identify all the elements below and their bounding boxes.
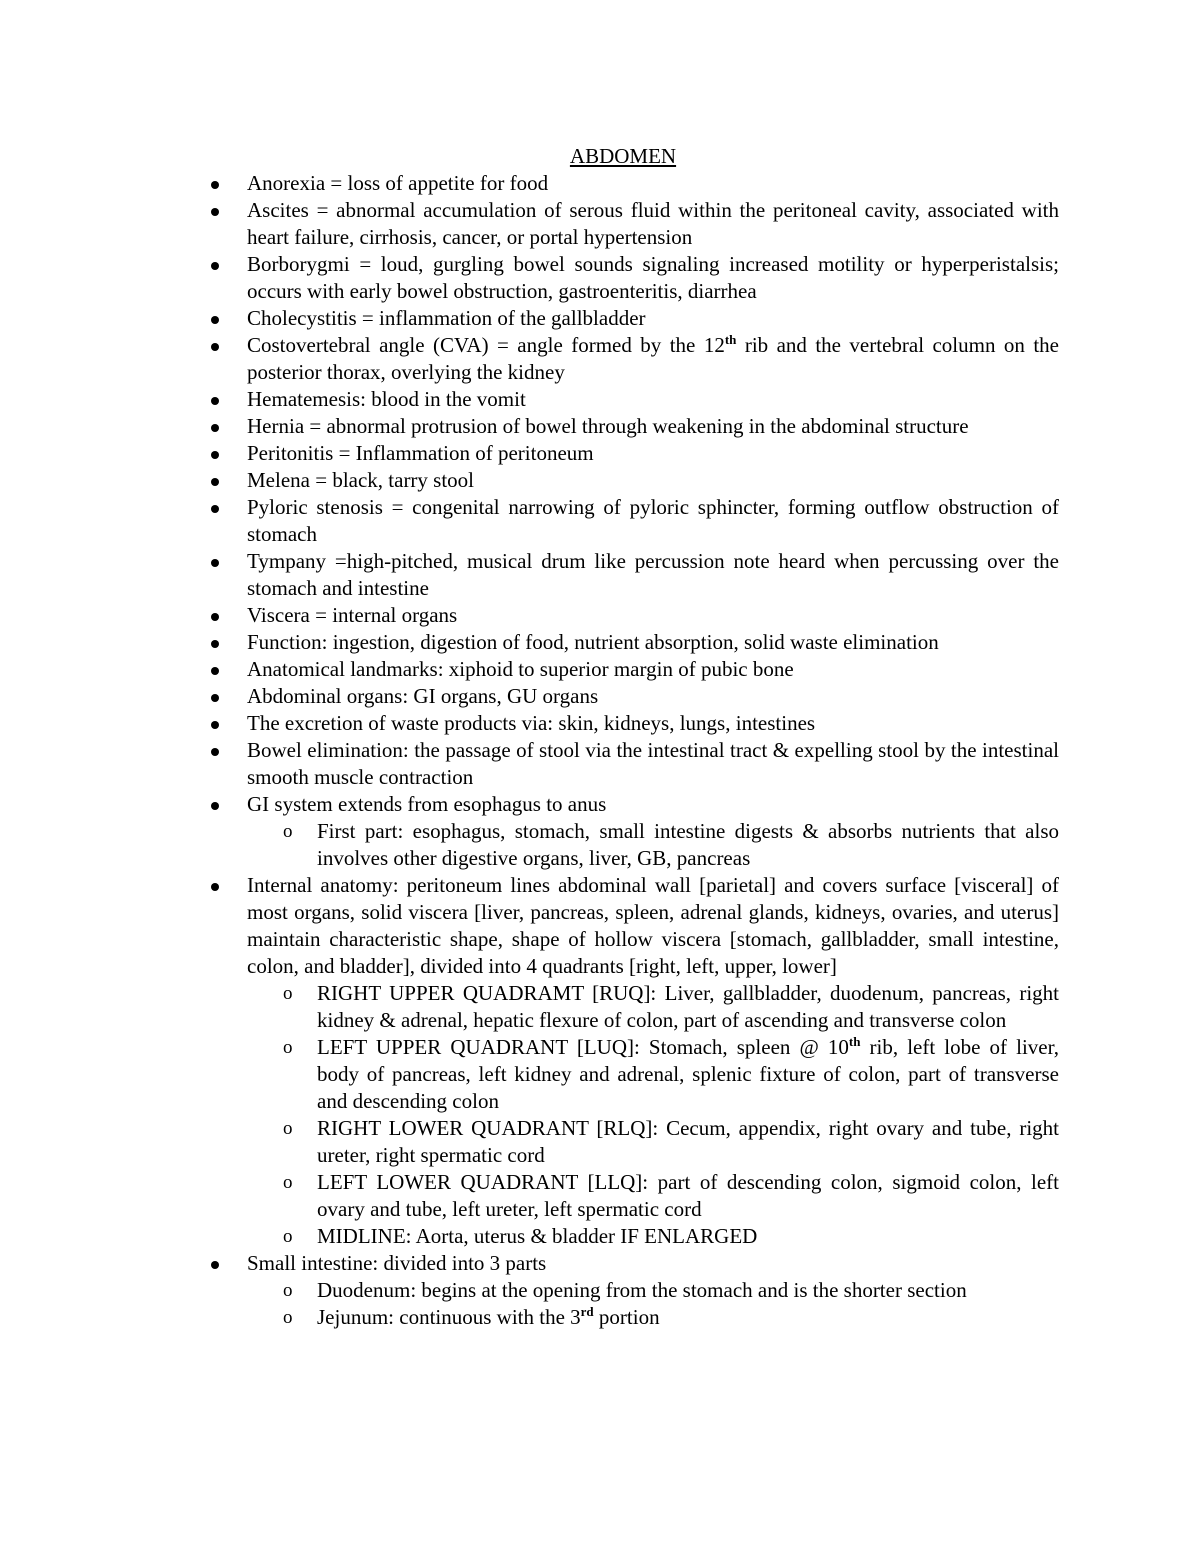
item-text: Abdominal organs: GI organs, GU organs [247,684,599,708]
bullet-icon [211,262,219,270]
list-item [247,872,1059,1250]
item-text: Melena = black, tarry stool [247,468,475,492]
bullet-icon [211,883,219,891]
sub-list-item [283,1169,1059,1223]
bullet-icon [211,667,219,675]
item-text: Duodenum: begins at the opening from the stomach and is the shorter section [317,1278,967,1302]
sub-list [247,1277,1059,1331]
item-text: Peritonitis = Inflammation of peritoneum [247,441,594,465]
bullet-list [247,170,1059,1331]
sub-list-item [283,1277,1059,1304]
item-text: Tympany =high-pitched, musical drum like percussion note heard when percussing over the stomach and intestine [247,549,1059,600]
item-text: GI system extends from esophagus to anus [247,792,607,816]
circle-bullet-icon: o [283,1172,293,1193]
list-item [247,467,1059,494]
list-item [247,332,1059,386]
item-text: Pyloric stenosis = congenital narrowing of pyloric sphincter, forming outflow obstruction of stomach [247,495,1059,546]
circle-bullet-icon: o [283,1280,293,1301]
page-title: ABDOMEN [569,144,677,168]
sub-list-item [283,1115,1059,1169]
bullet-icon [211,424,219,432]
ordinal-superscript: th [848,1034,861,1049]
list-item [247,197,1059,251]
item-text: Viscera = internal organs [247,603,458,627]
ordinal-superscript: rd [580,1304,594,1319]
item-text: Cholecystitis = inflammation of the gallbladder [247,306,646,330]
bullet-icon [211,343,219,351]
bullet-icon [211,802,219,810]
list-item [247,791,1059,872]
sub-list-item [283,1304,1059,1331]
list-item [247,251,1059,305]
bullet-icon [211,694,219,702]
item-text: LEFT LOWER QUADRANT [LLQ]: part of descending colon, sigmoid colon, left ovary and tube, left ureter, left spermatic cord [317,1170,1059,1221]
list-item [247,386,1059,413]
list-item [247,683,1059,710]
list-item [247,548,1059,602]
item-text: Ascites = abnormal accumulation of serous fluid within the peritoneal cavity, associated with heart failure, cirrhosis, cancer, or portal hypertension [247,198,1059,249]
list-item [247,494,1059,548]
bullet-icon [211,559,219,567]
item-text: The excretion of waste products via: skin, kidneys, lungs, intestines [247,711,816,735]
bullet-icon [211,613,219,621]
sub-list-item [283,980,1059,1034]
sub-list-item [283,1034,1059,1115]
circle-bullet-icon: o [283,1226,293,1247]
item-text: LEFT UPPER QUADRANT [LUQ]: Stomach, spleen @ 10 [317,1035,849,1059]
item-text: Function: ingestion, digestion of food, nutrient absorption, solid waste elimination [247,630,939,654]
sub-list-item [283,1223,1059,1250]
list-item [247,737,1059,791]
item-text: Borborygmi = loud, gurgling bowel sounds signaling increased motility or hyperperistalsis; occurs with early bowel obstruction, gastroenteritis, diarrhea [247,252,1059,303]
sub-list [247,980,1059,1250]
bullet-icon [211,397,219,405]
page-content [247,143,1059,1331]
circle-bullet-icon: o [283,1307,293,1328]
bullet-icon [211,1261,219,1269]
item-text: Small intestine: divided into 3 parts [247,1251,547,1275]
item-text: Hematemesis: blood in the vomit [247,387,526,411]
item-text: Jejunum: continuous with the 3 [317,1305,581,1329]
sub-list [247,818,1059,872]
list-item [247,656,1059,683]
bullet-icon [211,748,219,756]
circle-bullet-icon: o [283,1037,293,1058]
item-text: Hernia = abnormal protrusion of bowel through weakening in the abdominal structure [247,414,969,438]
bullet-icon [211,316,219,324]
item-text: RIGHT UPPER QUADRAMT [RUQ]: Liver, gallbladder, duodenum, pancreas, right kidney & adrenal, hepatic flexure of colon, part of ascending and transverse colon [317,981,1059,1032]
item-text: RIGHT LOWER QUADRANT [RLQ]: Cecum, appendix, right ovary and tube, right ureter, right spermatic cord [317,1116,1059,1167]
list-item [247,710,1059,737]
list-item [247,440,1059,467]
list-item [247,170,1059,197]
bullet-icon [211,451,219,459]
list-item [247,629,1059,656]
list-item [247,305,1059,332]
item-text: Anorexia = loss of appetite for food [247,171,549,195]
ordinal-superscript: th [724,332,737,347]
item-text-continued: rib and the vertebral column on the posterior thorax, overlying the kidney [247,333,1059,384]
circle-bullet-icon: o [283,1118,293,1139]
circle-bullet-icon: o [283,821,293,842]
bullet-icon [211,478,219,486]
bullet-icon [211,208,219,216]
circle-bullet-icon: o [283,983,293,1004]
bullet-icon [211,640,219,648]
item-text: First part: esophagus, stomach, small intestine digests & absorbs nutrients that also involves other digestive organs, liver, GB, pancreas [317,819,1059,870]
bullet-icon [211,505,219,513]
item-text-continued: rib, left lobe of liver, body of pancreas, left kidney and adrenal, splenic fixture of colon, part of transverse and descending colon [317,1035,1059,1113]
bullet-icon [211,721,219,729]
item-text: Anatomical landmarks: xiphoid to superior margin of pubic bone [247,657,794,681]
item-text: Bowel elimination: the passage of stool via the intestinal tract & expelling stool by the intestinal smooth muscle contraction [247,738,1059,789]
sub-list-item [283,818,1059,872]
list-item [247,1250,1059,1331]
item-text: Costovertebral angle (CVA) = angle formed by the 12 [247,333,725,357]
list-item [247,602,1059,629]
item-text-continued: portion [593,1305,660,1329]
item-text: Internal anatomy: peritoneum lines abdominal wall [parietal] and covers surface [visceral] of most organs, solid viscera [liver, pancreas, spleen, adrenal glands, kidneys, ovaries, and uterus] maintain characteristic shape, shape of hollow viscera [stomach, gallbladder, small intestine, colon, and bladder], divided into 4 quadrants [right, left, upper, lower] [247,873,1059,978]
list-item [247,413,1059,440]
bullet-icon [211,181,219,189]
item-text: MIDLINE: Aorta, uterus & bladder IF ENLARGED [317,1224,758,1248]
